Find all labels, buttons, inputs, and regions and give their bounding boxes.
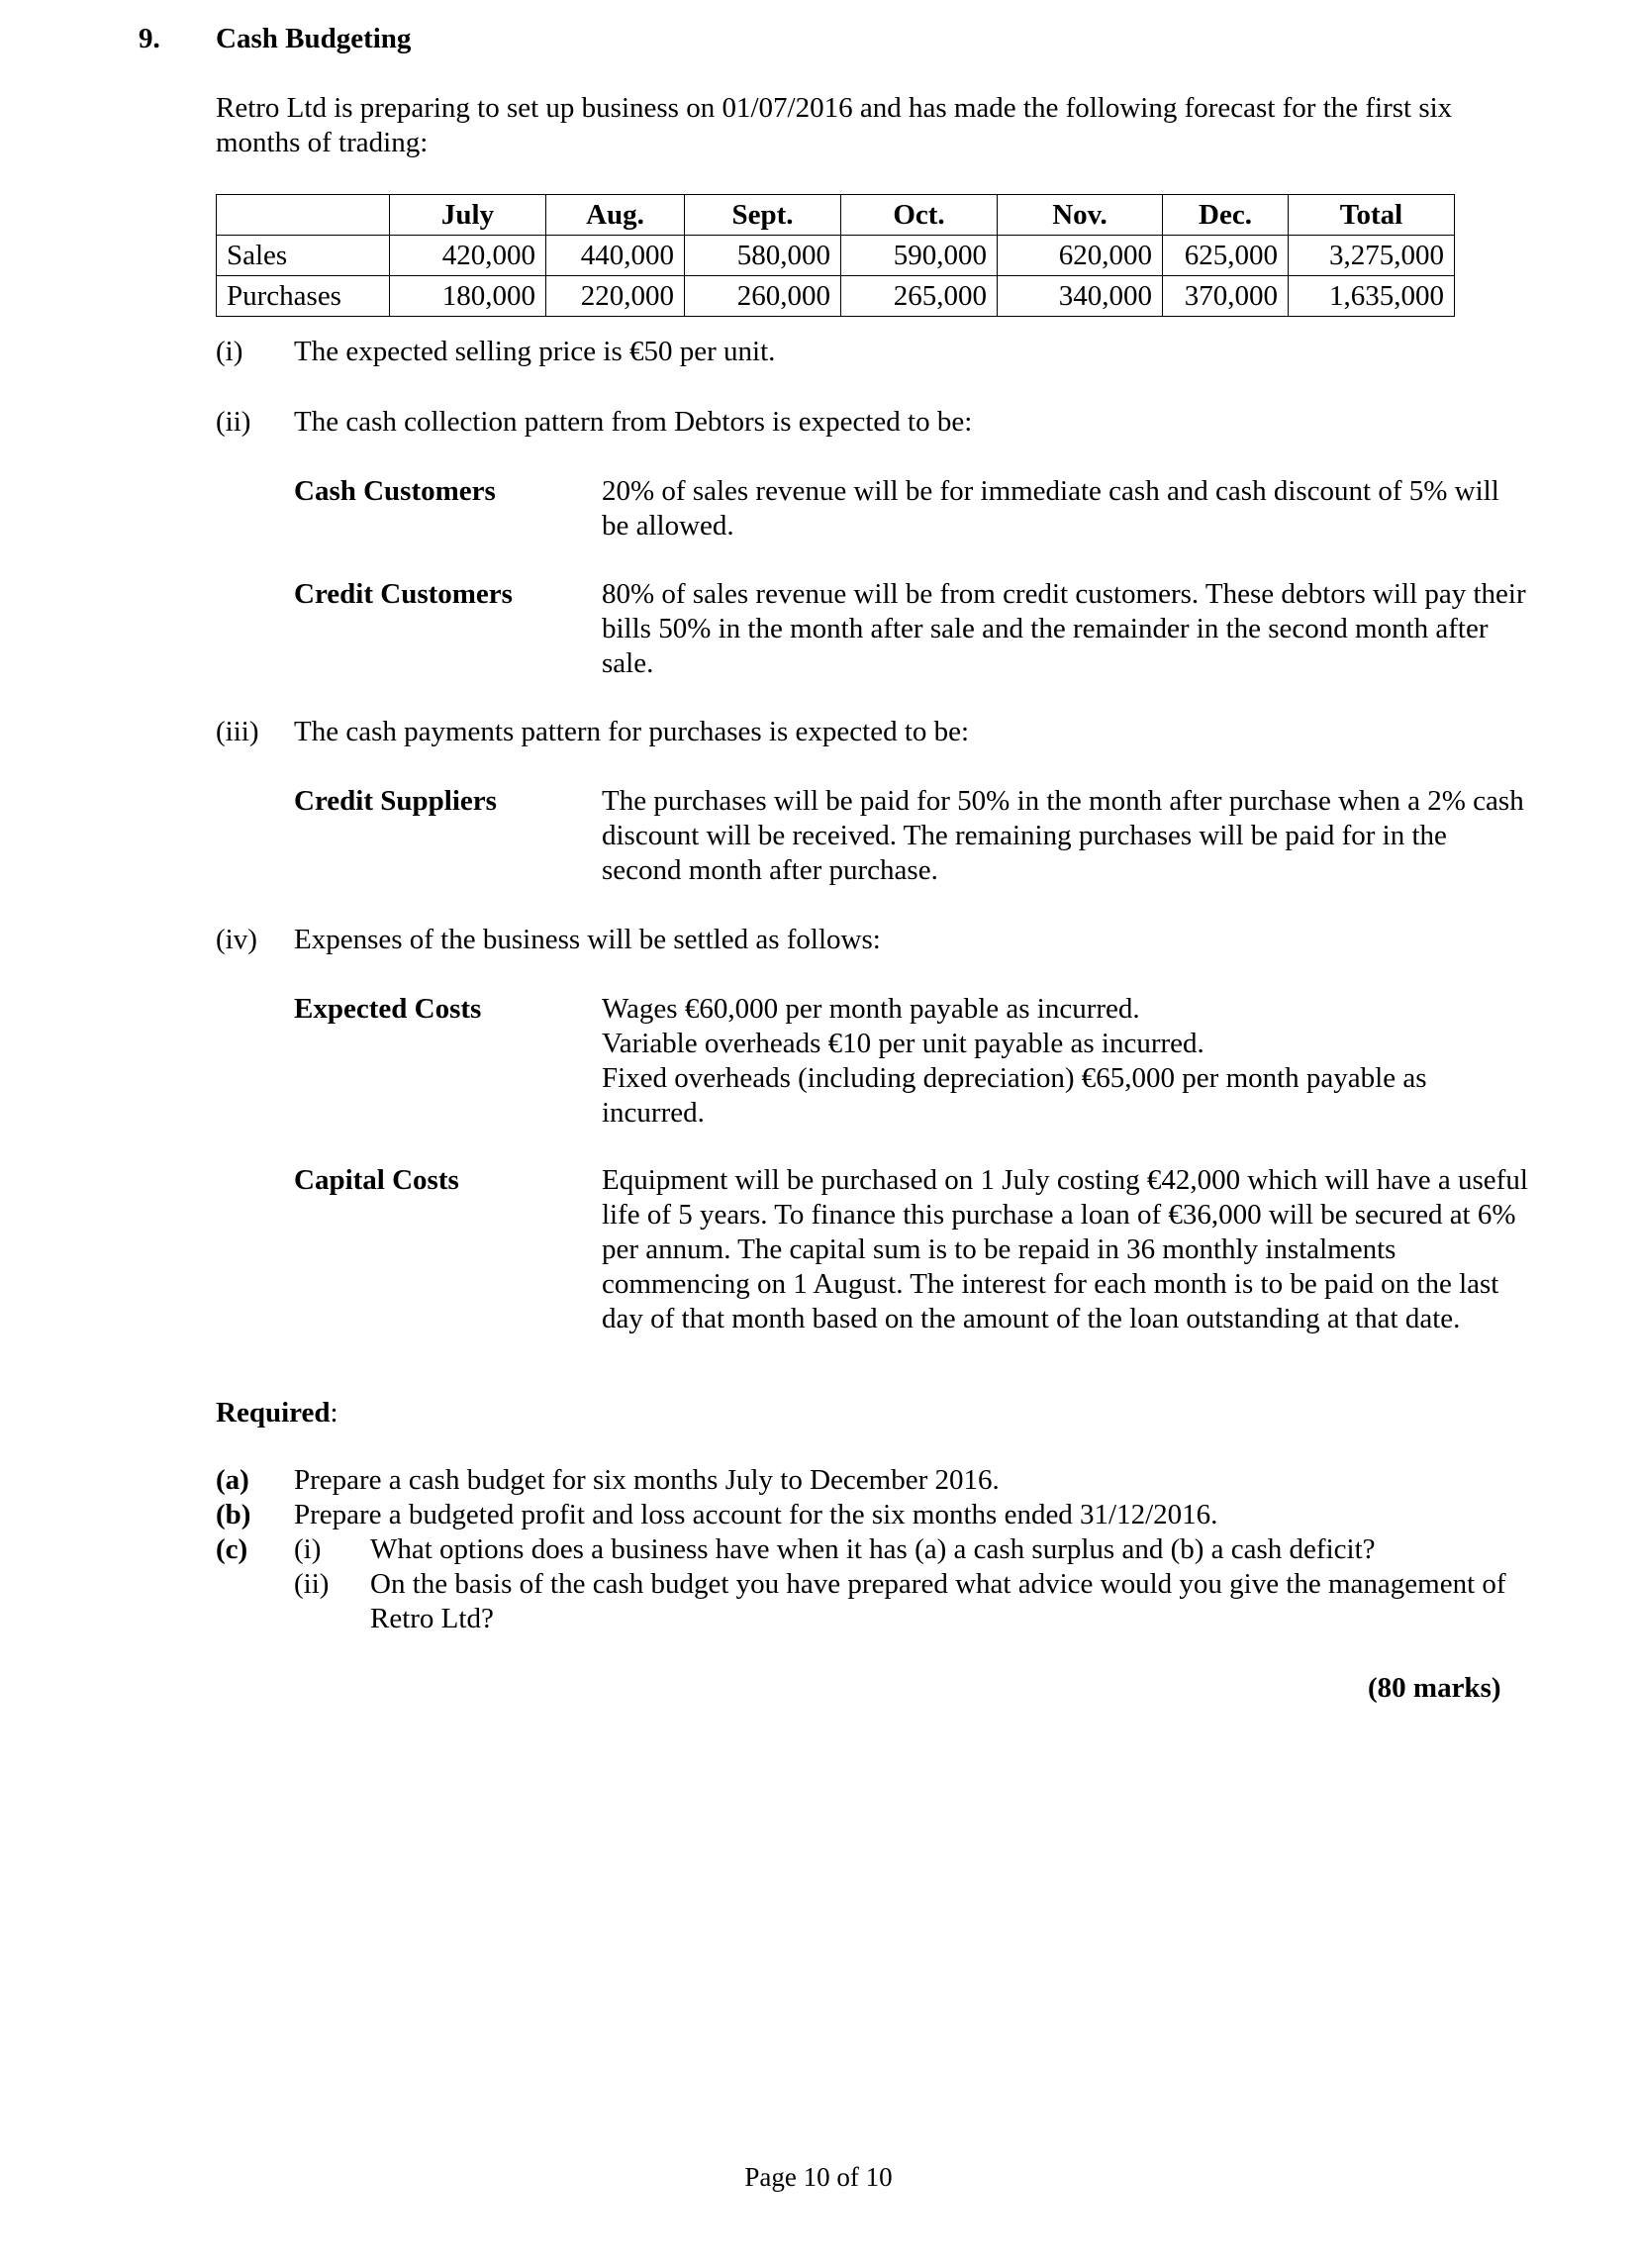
capital-costs-label: Capital Costs: [294, 1164, 459, 1196]
table-header-cell: Nov.: [998, 195, 1163, 236]
part-c-ii-number: (ii): [294, 1568, 330, 1600]
marks: (80 marks): [1368, 1672, 1501, 1704]
part-c-ii-text: On the basis of the cash budget you have prepared what advice would you give the management of Retro Ltd?: [370, 1568, 1506, 1634]
row-label: Purchases: [217, 276, 390, 317]
table-header-cell: Total: [1289, 195, 1455, 236]
item-text: The cash collection pattern from Debtors is expected to be:: [294, 406, 973, 438]
table-cell: 580,000: [685, 236, 841, 276]
table-cell: 420,000: [390, 236, 546, 276]
credit-customers-label: Credit Customers: [294, 578, 513, 610]
part-c-i-text: What options does a business have when it has (a) a cash surplus and (b) a cash deficit?: [370, 1533, 1376, 1565]
page-number: Page 10 of 10: [744, 2162, 893, 2192]
expected-cost-line: Variable overheads €10 per unit payable as incurred.: [602, 1028, 1204, 1059]
table-cell: 3,275,000: [1289, 236, 1455, 276]
item-number: (i): [216, 336, 243, 367]
required-colon: :: [330, 1397, 338, 1429]
table-cell: 220,000: [546, 276, 685, 317]
table-header-cell: [217, 195, 390, 236]
table-cell: 590,000: [841, 236, 998, 276]
part-b-letter: (b): [216, 1499, 251, 1530]
part-c-i-number: (i): [294, 1533, 322, 1565]
table-cell: 1,635,000: [1289, 276, 1455, 317]
table-row: [217, 236, 1455, 276]
expected-costs-text: [602, 992, 1532, 1131]
item-text: The expected selling price is €50 per unit.: [294, 336, 776, 367]
credit-suppliers-text: The purchases will be paid for 50% in the month after purchase when a 2% cash discount will be received. The remaining purchases will be paid for in the second month after purchase.: [602, 785, 1524, 886]
question-title: Cash Budgeting: [216, 23, 412, 54]
required-heading: [216, 1396, 338, 1430]
item-number: (iv): [216, 924, 257, 955]
question-intro: Retro Ltd is preparing to set up business on 01/07/2016 and has made the following forecast for the first six months of trading:: [216, 92, 1453, 158]
table-header-row: [217, 195, 1455, 236]
table-cell: 265,000: [841, 276, 998, 317]
credit-suppliers-label: Credit Suppliers: [294, 785, 497, 817]
table-cell: 180,000: [390, 276, 546, 317]
question-number: 9.: [139, 23, 160, 54]
item-number: (iii): [216, 716, 259, 747]
table-header-cell: Aug.: [546, 195, 685, 236]
table-header-cell: July: [390, 195, 546, 236]
table-cell: 620,000: [998, 236, 1163, 276]
expected-costs-label: Expected Costs: [294, 993, 482, 1025]
table-row: [217, 276, 1455, 317]
part-a-text: Prepare a cash budget for six months July to December 2016.: [294, 1464, 1000, 1496]
forecast-table: [216, 194, 1455, 317]
credit-customers-text: 80% of sales revenue will be from credit customers. These debtors will pay their bills 50% in the month after sale and the remainder in the second month after sale.: [602, 578, 1526, 679]
part-c-letter: (c): [216, 1533, 248, 1565]
table-cell: 260,000: [685, 276, 841, 317]
part-a-letter: (a): [216, 1464, 249, 1496]
item-number: (ii): [216, 406, 251, 438]
cash-customers-label: Cash Customers: [294, 475, 496, 507]
required-label: Required: [216, 1397, 331, 1429]
item-text: The cash payments pattern for purchases is expected to be:: [294, 716, 970, 747]
table-cell: 625,000: [1163, 236, 1289, 276]
expected-cost-line: Wages €60,000 per month payable as incurred.: [602, 993, 1140, 1025]
table-header-cell: Oct.: [841, 195, 998, 236]
item-text: Expenses of the business will be settled as follows:: [294, 924, 881, 955]
row-label: Sales: [217, 236, 390, 276]
cash-customers-text: 20% of sales revenue will be for immediate cash and cash discount of 5% will be allowed.: [602, 475, 1499, 542]
capital-costs-text: Equipment will be purchased on 1 July costing €42,000 which will have a useful life of 5 years. To finance this purchase a loan of €36,000 will be secured at 6% per annum. The capital sum is to be repaid in 36 monthly instalments commencing on 1 August. The interest for each month is to be paid on the last day of that month based on the amount of the loan outstanding at that date.: [602, 1164, 1528, 1334]
table-cell: 340,000: [998, 276, 1163, 317]
expected-cost-line: Fixed overheads (including depreciation) €65,000 per month payable as incurred.: [602, 1062, 1427, 1129]
table-cell: 440,000: [546, 236, 685, 276]
table-header-cell: Sept.: [685, 195, 841, 236]
table-cell: 370,000: [1163, 276, 1289, 317]
table-header-cell: Dec.: [1163, 195, 1289, 236]
part-b-text: Prepare a budgeted profit and loss account for the six months ended 31/12/2016.: [294, 1499, 1218, 1530]
